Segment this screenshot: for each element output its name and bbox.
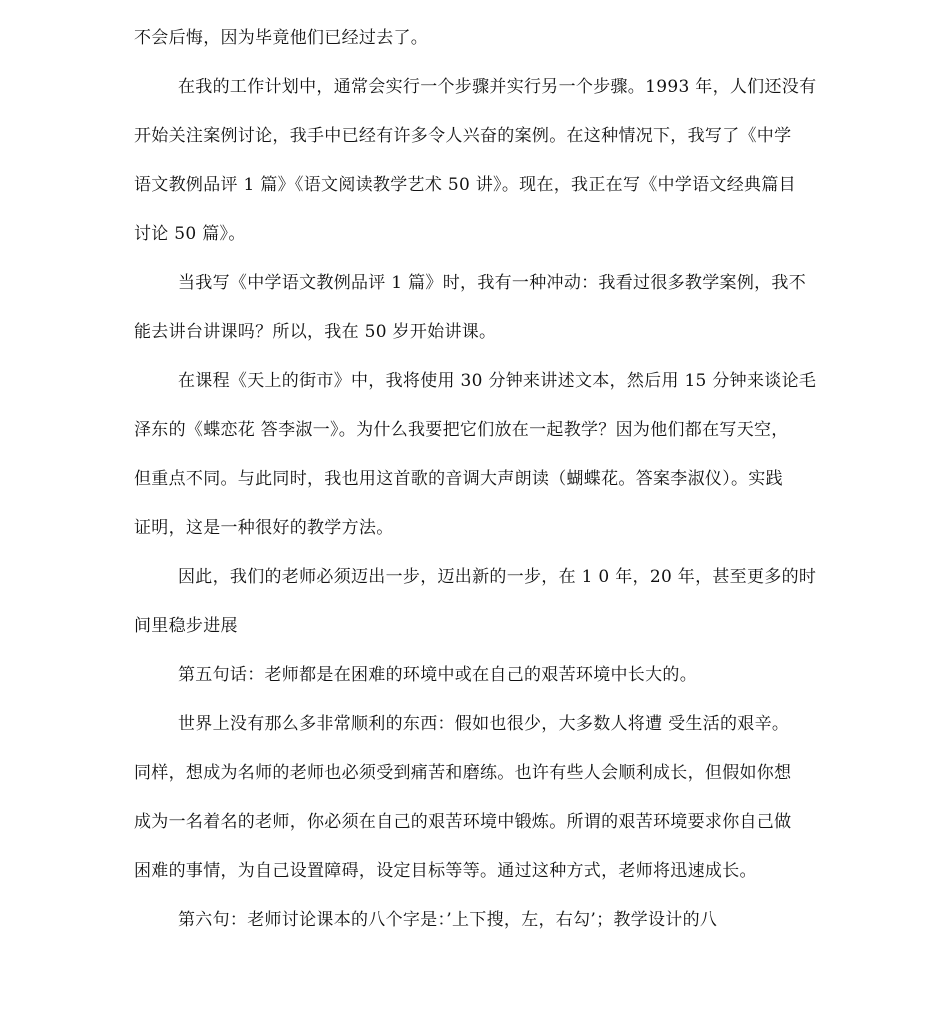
text-line: 不会后悔，因为毕竟他们已经过去了。 bbox=[134, 28, 429, 48]
paragraph-first-line: 在我的工作计划中，通常会实行一个步骤并实行另一个步骤。1993 年，人们还没有 bbox=[178, 77, 817, 97]
text-line: 语文教例品评 1 篇》《语文阅读教学艺术 50 讲》。现在，我正在写《中学语文经典篇目 bbox=[134, 175, 796, 195]
text-line: 讨论 50 篇》。 bbox=[134, 224, 246, 244]
text-line: 间里稳步进展 bbox=[134, 616, 238, 636]
text-line: 成为一名着名的老师，你必须在自己的艰苦环境中锻炼。所谓的艰苦环境要求你自己做 bbox=[134, 812, 792, 832]
body-text bbox=[134, 14, 834, 945]
text-line: 但重点不同。与此同时，我也用这首歌的音调大声朗读（蝴蝶花。答案李淑仪）。实践 bbox=[134, 469, 783, 489]
paragraph-first-line: 因此，我们的老师必须迈出一步，迈出新的一步，在 1 0 年，20 年，甚至更多的时 bbox=[178, 567, 817, 587]
text-line: 困难的事情，为自己设置障碍，设定目标等等。通过这种方式，老师将迅速成长。 bbox=[134, 861, 757, 881]
text-line: 同样，想成为名师的老师也必须受到痛苦和磨练。也许有些人会顺利成长，但假如你想 bbox=[134, 763, 792, 783]
paragraph-first-line: 在课程《天上的街市》中，我将使用 30 分钟来讲述文本，然后用 15 分钟来谈论毛 bbox=[178, 371, 817, 391]
text-line: 证明，这是一种很好的教学方法。 bbox=[134, 518, 394, 538]
paragraph-first-line: 世界上没有那么多非常顺利的东西：假如也很少，大多数人将遭 受生活的艰辛。 bbox=[178, 714, 790, 734]
text-line: 能去讲台讲课吗？所以，我在 50 岁开始讲课。 bbox=[134, 322, 497, 342]
section-heading-line: 第六句：老师讨论课本的八个字是：’上下搜，左，右勾’；教学设计的八 bbox=[178, 910, 718, 930]
text-line: 开始关注案例讨论，我手中已经有许多令人兴奋的案例。在这种情况下，我写了《中学 bbox=[134, 126, 792, 146]
section-heading-line: 第五句话：老师都是在困难的环境中或在自己的艰苦环境中长大的。 bbox=[178, 665, 697, 685]
paragraph-first-line: 当我写《中学语文教例品评 1 篇》时，我有一种冲动：我看过很多教学案例，我不 bbox=[178, 273, 807, 293]
text-line: 泽东的《蝶恋花 答李淑一》。为什么我要把它们放在一起教学？因为他们都在写天空， bbox=[134, 420, 789, 440]
